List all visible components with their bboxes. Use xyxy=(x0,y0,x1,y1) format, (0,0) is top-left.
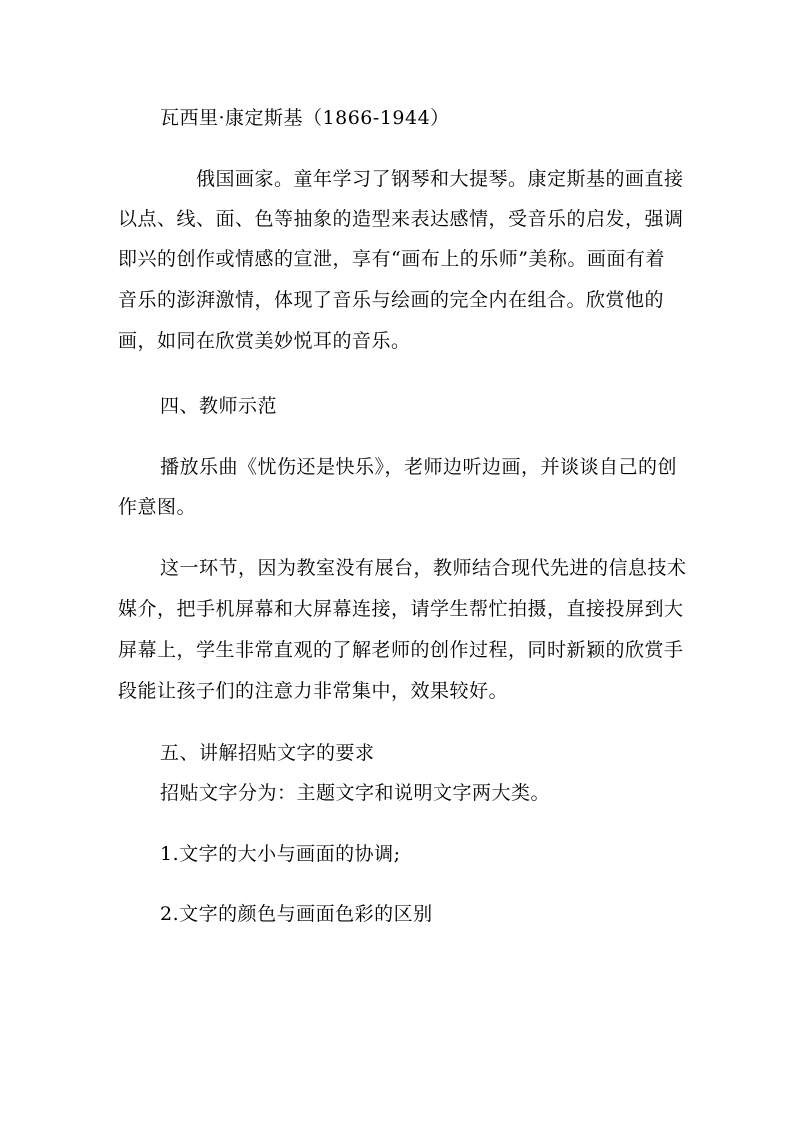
artist-heading: 瓦西里·康定斯基（1866-1944） xyxy=(160,107,450,129)
demo-line-2: 作意图。 xyxy=(118,496,197,518)
bio-line-2: 以点、线、面、色等抽象的造型来表达感情，受音乐的启发，强调 xyxy=(118,208,684,230)
media-line-2: 媒介，把手机屏幕和大屏幕连接，请学生帮忙拍摄，直接投屏到大 xyxy=(118,598,684,620)
media-line-4: 段能让孩子们的注意力非常集中，效果较好。 xyxy=(118,680,509,702)
bio-line-3: 即兴的创作或情感的宣泄，享有“画布上的乐师”美称。画面有着 xyxy=(118,248,665,270)
bio-line-1: 俄国画家。童年学习了钢琴和大提琴。康定斯基的画直接 xyxy=(196,168,684,190)
point-2: 2.文字的颜色与画面色彩的区别 xyxy=(160,903,433,925)
bio-line-4: 音乐的澎湃激情，体现了音乐与绘画的完全内在组合。欣赏他的 xyxy=(118,289,665,311)
bio-line-5: 画，如同在欣赏美妙悦耳的音乐。 xyxy=(118,330,411,352)
section-5-heading: 五、讲解招贴文字的要求 xyxy=(160,742,375,764)
media-line-1: 这一环节，因为教室没有展台，教师结合现代先进的信息技术 xyxy=(160,557,687,579)
media-line-3: 屏幕上，学生非常直观的了解老师的创作过程，同时新颖的欣赏手 xyxy=(118,639,684,661)
demo-line-1: 播放乐曲《忧伤还是快乐》，老师边听边画，并谈谈自己的创 xyxy=(160,456,678,478)
section-5-intro: 招贴文字分为：主题文字和说明文字两大类。 xyxy=(160,782,551,804)
point-1: 1.文字的大小与画面的协调; xyxy=(160,843,401,865)
section-4-heading: 四、教师示范 xyxy=(160,395,278,417)
